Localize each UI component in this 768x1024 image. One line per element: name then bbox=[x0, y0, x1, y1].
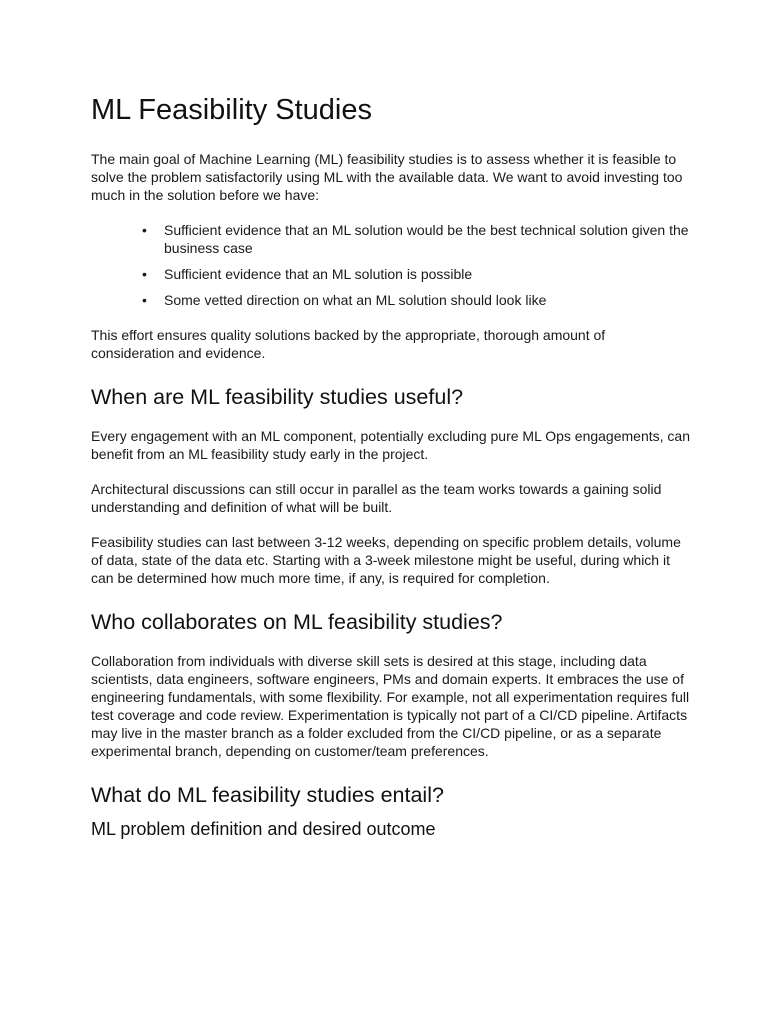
section-heading-who: Who collaborates on ML feasibility studies? bbox=[91, 610, 503, 634]
effort-paragraph: This effort ensures quality solutions backed by the appropriate, thorough amount of consideration and evidence. bbox=[91, 327, 606, 361]
paragraph-collaboration: Collaboration from individuals with diverse skill sets is desired at this stage, including data scientists, data engineers, software engineers, PMs and domain experts. It embraces the use of engineering fundamentals, with some flexibility. For example, not all experimentation requires full test coverage and code review. Experimentation is typically not part of a CI/CD pipeline. Artifacts may live in the master branch as a folder excluded from the CI/CD pipeline, or as a separate experimental branch, depending on customer/team preferences. bbox=[91, 653, 690, 759]
paragraph-architecture: Architectural discussions can still occur in parallel as the team works towards a gaining solid understanding and definition of what will be built. bbox=[91, 481, 662, 515]
list-item-text: Sufficient evidence that an ML solution would be the best technical solution given the business case bbox=[164, 222, 689, 256]
section-heading-what: What do ML feasibility studies entail? bbox=[91, 783, 444, 807]
subheading-problem-definition: ML problem definition and desired outcome bbox=[91, 819, 436, 839]
bullet-icon: • bbox=[142, 222, 147, 238]
intro-paragraph: The main goal of Machine Learning (ML) feasibility studies is to assess whether it is feasible to solve the problem satisfactorily using ML with the available data. We want to avoid investing too much in the solution before we have: bbox=[91, 151, 683, 203]
list-item bbox=[142, 221, 691, 257]
bullet-icon: • bbox=[142, 292, 147, 308]
list-item-text: Some vetted direction on what an ML solution should look like bbox=[164, 292, 547, 308]
list-item bbox=[142, 265, 691, 283]
bullet-icon: • bbox=[142, 266, 147, 282]
list-item-text: Sufficient evidence that an ML solution is possible bbox=[164, 266, 473, 282]
paragraph-engagement: Every engagement with an ML component, potentially excluding pure ML Ops engagements, can benefit from an ML feasibility study early in the project. bbox=[91, 428, 690, 462]
evidence-list bbox=[91, 221, 691, 309]
list-item bbox=[142, 291, 691, 309]
paragraph-duration: Feasibility studies can last between 3-12 weeks, depending on specific problem details, volume of data, state of the data etc. Starting with a 3-week milestone might be useful, during which it can be determined how much more time, if any, is required for completion. bbox=[91, 534, 681, 586]
document-page bbox=[91, 92, 691, 841]
section-heading-when: When are ML feasibility studies useful? bbox=[91, 385, 464, 409]
page-title: ML Feasibility Studies bbox=[91, 94, 372, 126]
